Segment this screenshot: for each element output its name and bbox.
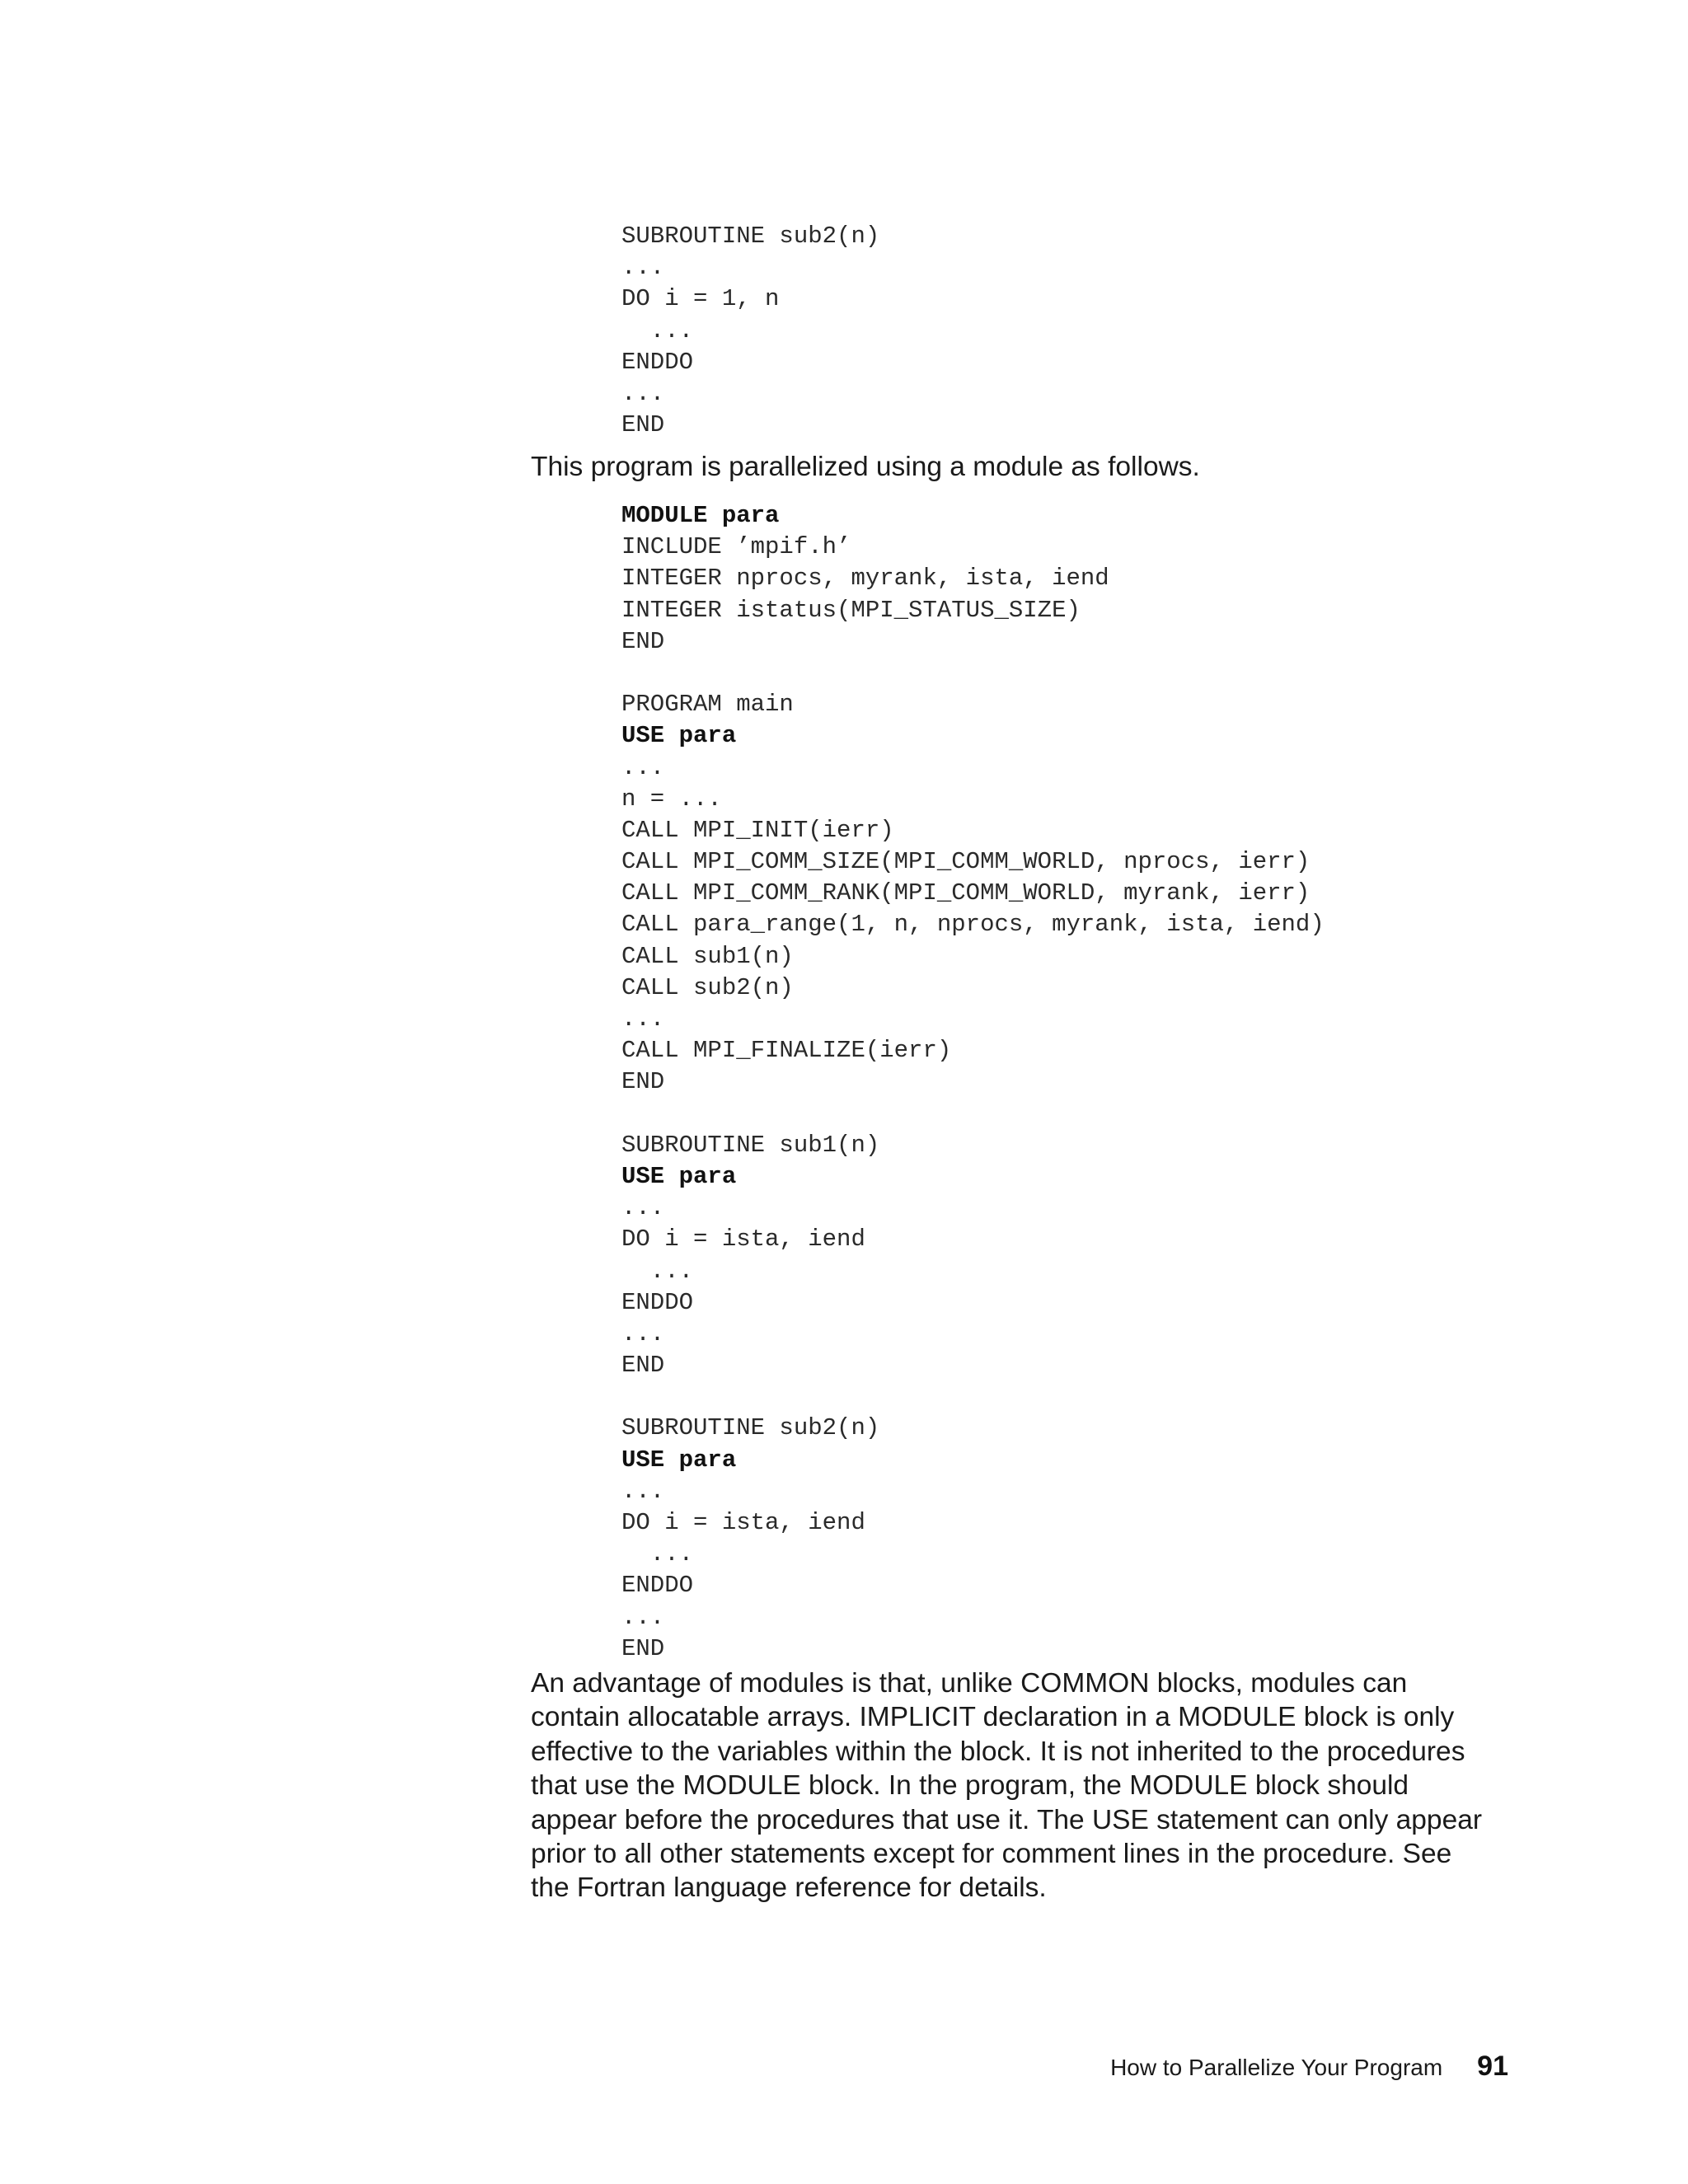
- code-line: ENDDO: [621, 348, 694, 376]
- code-line: MODULE para: [621, 502, 780, 529]
- code-line: USE para: [621, 1162, 737, 1190]
- code-line: PROGRAM main: [621, 691, 794, 719]
- code-line: SUBROUTINE sub2(n): [621, 223, 880, 250]
- paragraph-line: that use the MODULE block. In the program, the MODULE block should: [531, 1770, 1409, 1802]
- code-listing-module-version: [621, 500, 1325, 1665]
- code-line: DO i = 1, n: [621, 285, 780, 313]
- code-line: ...: [621, 1257, 694, 1285]
- code-line: SUBROUTINE sub2(n): [621, 1414, 880, 1442]
- code-line: ...: [621, 254, 665, 282]
- code-line: ...: [621, 1603, 665, 1631]
- code-line: CALL MPI_FINALIZE(ierr): [621, 1037, 952, 1065]
- paragraph-line: effective to the variables within the block. It is not inherited to the procedures: [531, 1736, 1465, 1767]
- paragraph-line: appear before the procedures that use it. The USE statement can only appear: [531, 1804, 1482, 1835]
- code-line: [621, 1099, 1325, 1130]
- code-line: END: [621, 1068, 665, 1096]
- intro-paragraph: This program is parallelized using a module as follows.: [531, 452, 1200, 482]
- footer-chapter-title: How to Parallelize Your Program: [1110, 2055, 1443, 2080]
- code-line: INTEGER istatus(MPI_STATUS_SIZE): [621, 596, 1081, 624]
- code-line: INTEGER nprocs, myrank, ista, iend: [621, 565, 1109, 593]
- code-line: CALL MPI_COMM_RANK(MPI_COMM_WORLD, myrank, ierr): [621, 879, 1311, 907]
- page-number: 91: [1477, 2050, 1508, 2082]
- code-line: INCLUDE ’mpif.h’: [621, 533, 851, 561]
- code-line: ...: [621, 1319, 665, 1347]
- code-line: ...: [621, 316, 694, 344]
- code-listing-original-sub2: [621, 221, 879, 441]
- code-line: END: [621, 1634, 665, 1662]
- closing-paragraph: [531, 1666, 1520, 1905]
- code-line: USE para: [621, 722, 737, 750]
- paragraph-line: prior to all other statements except for comment lines in the procedure. See: [531, 1839, 1452, 1870]
- code-line: [621, 658, 1325, 689]
- code-line: END: [621, 627, 665, 655]
- code-line: END: [621, 1352, 665, 1380]
- paragraph-line: the Fortran language reference for details.: [531, 1872, 1047, 1904]
- code-line: SUBROUTINE sub1(n): [621, 1131, 880, 1159]
- code-line: CALL sub2(n): [621, 973, 794, 1001]
- code-line: ...: [621, 1194, 665, 1222]
- code-line: CALL MPI_INIT(ierr): [621, 816, 894, 844]
- paragraph-line: contain allocatable arrays. IMPLICIT declaration in a MODULE block is only: [531, 1702, 1455, 1733]
- code-line: ...: [621, 1540, 694, 1568]
- code-line: ENDDO: [621, 1288, 694, 1316]
- code-line: ...: [621, 1005, 665, 1033]
- code-line: ...: [621, 753, 665, 781]
- code-line: USE para: [621, 1446, 737, 1474]
- code-line: CALL MPI_COMM_SIZE(MPI_COMM_WORLD, nprocs, ierr): [621, 848, 1311, 876]
- code-line: CALL para_range(1, n, nprocs, myrank, ista, iend): [621, 911, 1325, 939]
- code-line: [621, 1381, 1325, 1413]
- code-line: CALL sub1(n): [621, 942, 794, 970]
- code-line: DO i = ista, iend: [621, 1226, 865, 1254]
- code-line: n = ...: [621, 785, 722, 813]
- code-line: ENDDO: [621, 1572, 694, 1600]
- page-footer: [1110, 2050, 1508, 2083]
- code-line: END: [621, 411, 665, 439]
- code-line: DO i = ista, iend: [621, 1509, 865, 1536]
- code-line: ...: [621, 379, 665, 407]
- paragraph-line: An advantage of modules is that, unlike COMMON blocks, modules can: [531, 1668, 1408, 1699]
- code-line: ...: [621, 1477, 665, 1505]
